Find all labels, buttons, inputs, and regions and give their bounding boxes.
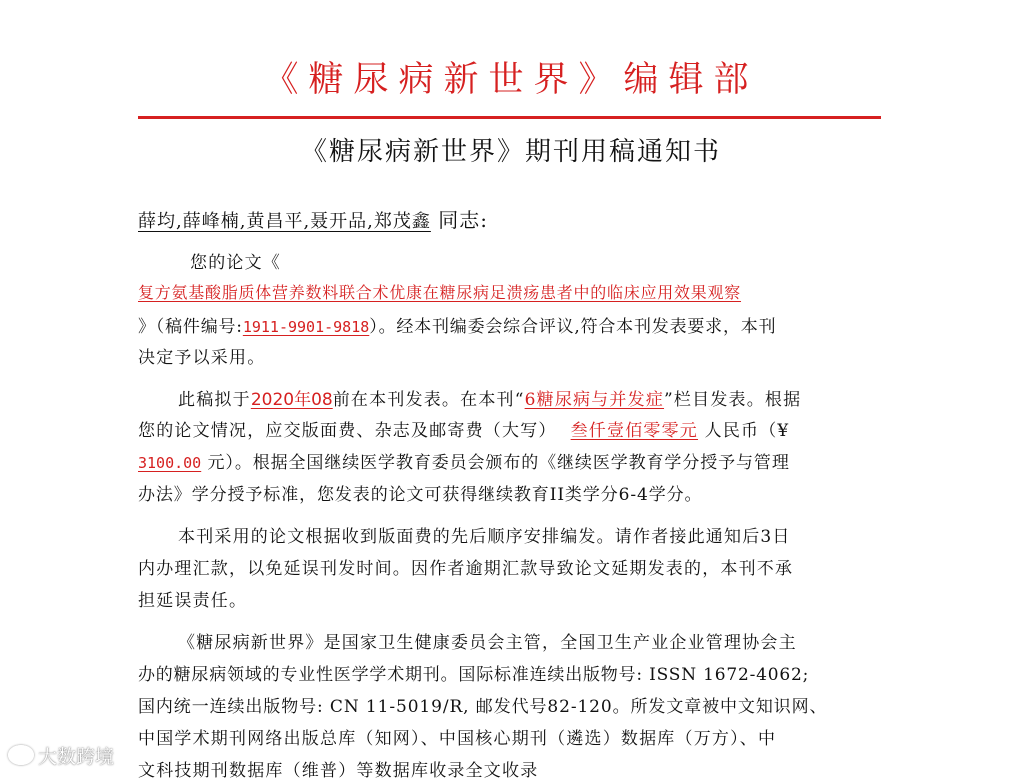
para4-line2: 办的糖尿病领域的专业性医学学术期刊。国际标准连续出版物号: ISSN 1672-4062; <box>138 665 810 685</box>
manuscript-label: 》（稿件编号: <box>138 317 243 337</box>
para3-line2: 内办理汇款，以免延误刊发时间。因作者逾期汇款导致论文延期发表的，本刊不承 <box>138 559 794 579</box>
watermark-text: 大数跨境 <box>38 746 115 768</box>
publish-date: 2020年08 <box>250 390 333 410</box>
fee-label: 您的论文情况，应交版面费、杂志及邮寄费（大写） <box>138 421 557 441</box>
paper-title: 复方氨基酸脂质体营养数料联合术优康在糖尿病足溃疡患者中的临床应用效果观察 <box>138 283 742 302</box>
para1-line1: 您的论文《 <box>190 253 281 273</box>
document-title: 《糖尿病新世界》期刊用稿通知书 <box>300 137 721 167</box>
masthead-title: 《糖尿病新世界》编辑部 <box>263 60 759 100</box>
para1-line3-text: ）。经本刊编委会综合评议,符合本刊发表要求，本刊 <box>369 317 777 337</box>
para4-line1: 《糖尿病新世界》是国家卫生健康委员会主管，全国卫生产业企业管理协会主 <box>178 633 797 653</box>
column-name: 6糖尿病与并发症 <box>524 390 665 410</box>
para2-line4: 办法》学分授予标准，您发表的论文可获得继续教育II类学分6-4学分。 <box>138 485 703 505</box>
para3-line3: 担延误责任。 <box>138 591 248 611</box>
para4-line4: 中国学术期刊网络出版总库（知网）、中国核心期刊（遴选）数据库（万方）、中 <box>138 729 777 749</box>
watermark-logo-icon <box>8 745 34 765</box>
para1-line4: 决定予以采用。 <box>138 348 266 368</box>
author-names: 薛均,薛峰楠,黄昌平,聂开品,郑茂鑫 <box>138 211 431 232</box>
salutation-suffix: 同志: <box>430 208 488 232</box>
para2-text-b: 前在本刊发表。在本刊“ <box>332 390 525 410</box>
para2-text-a: 此稿拟于 <box>178 390 251 410</box>
watermark <box>8 742 114 769</box>
para2-line1 <box>178 385 801 410</box>
para2-line3 <box>138 448 790 473</box>
header-divider <box>138 116 881 119</box>
fee-amount-number: 3100.00 <box>138 454 202 472</box>
para2-line2 <box>138 416 789 441</box>
salutation <box>138 204 488 233</box>
para3-line1: 本刊采用的论文根据收到版面费的先后顺序安排编发。请作者接此通知后3日 <box>178 527 791 547</box>
para2-text-c: ”栏目发表。根据 <box>664 390 802 410</box>
para4-line5: 文科技期刊数据库（维普）等数据库收录全文收录 <box>138 761 539 781</box>
para4-line3: 国内统一连续出版物号: CN 11-5019/R, 邮发代号82-120。所发文章被中文知识网、 <box>138 697 828 717</box>
manuscript-number: 1911-9901-9818 <box>242 318 370 336</box>
para1-line3 <box>138 312 776 337</box>
fee-amount-words: 叁仟壹佰零零元 <box>570 421 699 441</box>
para2-line3-text: 元）。根据全国继续医学教育委员会颁布的《继续医学教育学分授予与管理 <box>201 453 790 473</box>
currency-label: 人民币（¥ <box>698 421 790 441</box>
